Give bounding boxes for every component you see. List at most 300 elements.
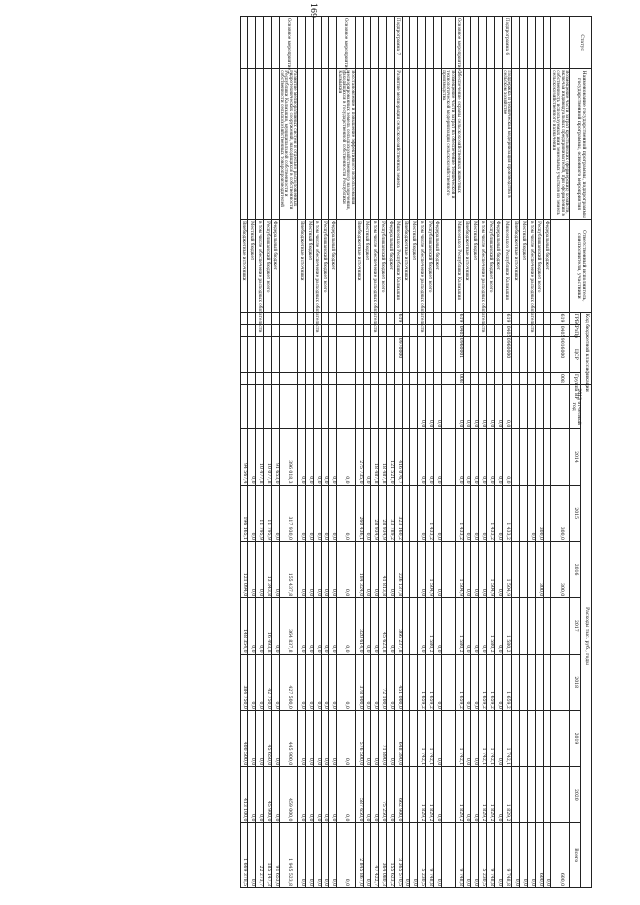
row-year-value: 0,0 bbox=[306, 654, 314, 710]
row-name bbox=[387, 69, 395, 220]
row-year-value bbox=[337, 385, 356, 429]
row-csr bbox=[402, 336, 410, 372]
row-year-value: 416 076,7 bbox=[394, 429, 402, 485]
row-grbs bbox=[441, 312, 455, 324]
row-year-value: 0,0 bbox=[455, 385, 463, 429]
row-year-value: 1 659,2 bbox=[425, 654, 433, 710]
row-responsible: Федеральный бюджет bbox=[543, 220, 551, 313]
row-vr bbox=[256, 372, 264, 384]
row-year-value bbox=[551, 429, 570, 485]
table-row bbox=[494, 17, 502, 888]
row-year-value bbox=[402, 385, 410, 429]
row-responsible: Местный бюджет bbox=[363, 220, 371, 313]
row-year-value: 366 237,8 bbox=[394, 598, 402, 654]
row-rzpr bbox=[433, 324, 441, 336]
row-year-value: 1 829,2 bbox=[502, 767, 512, 823]
row-status bbox=[441, 17, 455, 69]
row-responsible: Федеральный бюджет bbox=[387, 220, 395, 313]
row-total: 5 230,5 bbox=[479, 823, 487, 888]
row-csr bbox=[329, 336, 337, 372]
row-csr bbox=[479, 336, 487, 372]
row-year-value: 0,0 bbox=[321, 598, 329, 654]
row-rzpr bbox=[248, 324, 256, 336]
row-year-value: 0,0 bbox=[471, 767, 479, 823]
row-name bbox=[418, 69, 426, 220]
row-year-value: 1 829,2 bbox=[486, 767, 494, 823]
row-grbs bbox=[263, 312, 271, 324]
row-year-value bbox=[441, 710, 455, 766]
row-responsible: Минсельхоз Республики Калмыкия bbox=[394, 220, 402, 313]
row-name bbox=[371, 69, 379, 220]
row-year-value: 0,0 bbox=[298, 598, 306, 654]
row-year-value: 451 000,0 bbox=[394, 654, 402, 710]
row-year-value: 0,0 bbox=[433, 385, 441, 429]
row-name bbox=[402, 69, 410, 220]
row-rzpr bbox=[463, 324, 471, 336]
row-year-value bbox=[512, 385, 520, 429]
row-year-value bbox=[441, 654, 455, 710]
row-year-value: 320 614,0 bbox=[355, 598, 363, 654]
row-year-value: 0,0 bbox=[313, 541, 321, 597]
row-responsible: Местный бюджет bbox=[520, 220, 528, 313]
row-responsible: Республиканский бюджет всего bbox=[263, 220, 271, 313]
row-status bbox=[355, 17, 363, 69]
table-row bbox=[535, 17, 543, 888]
row-responsible bbox=[441, 220, 455, 313]
row-status bbox=[271, 17, 279, 69]
row-grbs bbox=[279, 312, 298, 324]
row-year-value: 0,0 bbox=[329, 767, 337, 823]
row-year-value: 1 433,2 bbox=[502, 485, 512, 541]
row-year-value: 1 580,2 bbox=[502, 598, 512, 654]
row-year-value bbox=[410, 385, 418, 429]
row-year-value: 0,0 bbox=[256, 767, 264, 823]
row-year-value: 0,0 bbox=[271, 767, 279, 823]
table-row bbox=[418, 17, 426, 888]
row-year-value: 0,0 bbox=[433, 429, 441, 485]
row-status bbox=[418, 17, 426, 69]
row-year-value: 0,0 bbox=[248, 541, 256, 597]
row-year-value: 1 659,2 bbox=[455, 654, 463, 710]
row-year-value bbox=[527, 654, 535, 710]
row-year-value: 28 934,9 bbox=[371, 485, 379, 541]
row-rzpr bbox=[387, 324, 395, 336]
row-year-value: 1 580,2 bbox=[486, 598, 494, 654]
row-csr bbox=[248, 336, 256, 372]
row-year-value: 1 829,2 bbox=[479, 767, 487, 823]
row-responsible: Федеральный бюджет bbox=[329, 220, 337, 313]
row-responsible: Республиканский бюджет всего bbox=[425, 220, 433, 313]
row-vr: 008 bbox=[455, 372, 463, 384]
row-year-value: 300,0 bbox=[535, 541, 543, 597]
row-vr bbox=[394, 372, 402, 384]
row-vr bbox=[402, 372, 410, 384]
row-name bbox=[306, 69, 314, 220]
row-responsible: Федеральный бюджет bbox=[433, 220, 441, 313]
table-row bbox=[337, 17, 356, 888]
row-year-value: 196 165,1 bbox=[240, 485, 248, 541]
row-name bbox=[379, 69, 387, 220]
row-year-value: 0,0 bbox=[298, 485, 306, 541]
row-year-value: 0,0 bbox=[425, 385, 433, 429]
row-year-value bbox=[520, 654, 528, 710]
row-grbs bbox=[321, 312, 329, 324]
row-year-value bbox=[313, 385, 321, 429]
row-status bbox=[410, 17, 418, 69]
row-total: 0,0 bbox=[306, 823, 314, 888]
row-year-value bbox=[527, 541, 535, 597]
row-total: 600,0 bbox=[551, 823, 570, 888]
row-responsible: Федеральный бюджет bbox=[494, 220, 502, 313]
row-year-value: 0,0 bbox=[494, 385, 502, 429]
row-year-value: 396 018,3 bbox=[279, 429, 298, 485]
row-vr bbox=[410, 372, 418, 384]
row-year-value bbox=[441, 485, 455, 541]
row-year-value: 0,0 bbox=[306, 598, 314, 654]
row-rzpr bbox=[355, 324, 363, 336]
row-year-value: 0,0 bbox=[418, 541, 426, 597]
row-year-value: 0,0 bbox=[271, 710, 279, 766]
row-total: 0,0 bbox=[298, 823, 306, 888]
row-year-value: 0,0 bbox=[313, 598, 321, 654]
row-year-value: 0,0 bbox=[387, 710, 395, 766]
row-vr bbox=[355, 372, 363, 384]
table-row bbox=[263, 17, 271, 888]
row-rzpr bbox=[337, 324, 356, 336]
row-year-value: 0,0 bbox=[313, 654, 321, 710]
row-grbs bbox=[329, 312, 337, 324]
row-year-value: 0,0 bbox=[321, 710, 329, 766]
row-year-value: 1 742,1 bbox=[486, 710, 494, 766]
table-row bbox=[271, 17, 279, 888]
row-year-value: 0,0 bbox=[271, 654, 279, 710]
row-rzpr: 0405 bbox=[551, 324, 570, 336]
row-status bbox=[379, 17, 387, 69]
row-total: 364 080,3 bbox=[379, 823, 387, 888]
table-row bbox=[279, 17, 298, 888]
row-grbs bbox=[363, 312, 371, 324]
row-year-value: 384 750,0 bbox=[240, 654, 248, 710]
row-csr bbox=[512, 336, 520, 372]
row-name bbox=[321, 69, 329, 220]
row-status bbox=[313, 17, 321, 69]
row-total: 0,0 bbox=[363, 823, 371, 888]
row-vr bbox=[279, 372, 298, 384]
header-vr: Группа ВР bbox=[570, 372, 581, 384]
row-year-value bbox=[527, 429, 535, 485]
row-vr bbox=[379, 372, 387, 384]
row-year-value bbox=[512, 541, 520, 597]
row-vr bbox=[479, 372, 487, 384]
row-year-value: 1 659,2 bbox=[418, 654, 426, 710]
row-year-value: 18 487,8 bbox=[379, 429, 387, 485]
row-status bbox=[248, 17, 256, 69]
row-year-value: 0,0 bbox=[471, 654, 479, 710]
table-row bbox=[394, 17, 402, 888]
row-year-value: 0,0 bbox=[363, 541, 371, 597]
header-year: 2015 bbox=[570, 485, 581, 541]
row-year-value: 121 521,0 bbox=[387, 429, 395, 485]
row-year-value: 1 433,2 bbox=[425, 485, 433, 541]
row-year-value bbox=[355, 385, 363, 429]
row-total: 0,0 bbox=[248, 823, 256, 888]
row-responsible: в том числе обеспечение расходных обязательств bbox=[418, 220, 426, 313]
row-year-value bbox=[306, 385, 314, 429]
row-name: Развитие мелиорации сельскохозяйственных земель bbox=[394, 69, 402, 220]
row-grbs bbox=[337, 312, 356, 324]
row-grbs bbox=[402, 312, 410, 324]
row-responsible: Республиканский бюджет всего bbox=[486, 220, 494, 313]
row-name bbox=[471, 69, 479, 220]
row-year-value bbox=[527, 710, 535, 766]
row-year-value: 0,0 bbox=[494, 485, 502, 541]
row-year-value: 1 829,2 bbox=[425, 767, 433, 823]
row-csr bbox=[463, 336, 471, 372]
row-year-value: 317 930,0 bbox=[279, 485, 298, 541]
row-year-value: 459 000,0 bbox=[279, 767, 298, 823]
row-year-value bbox=[321, 385, 329, 429]
row-year-value: 0,0 bbox=[363, 767, 371, 823]
row-year-value bbox=[543, 429, 551, 485]
row-name: Возмещение части затрат на обеспечение технической и технологической модернизации сельскохозяйственного производства bbox=[441, 69, 455, 220]
row-year-value: 42 750,0 bbox=[263, 654, 271, 710]
row-status bbox=[543, 17, 551, 69]
row-year-value: 576 500,0 bbox=[355, 710, 363, 766]
row-status bbox=[535, 17, 543, 69]
row-name bbox=[298, 69, 306, 220]
row-year-value: 0,0 bbox=[313, 710, 321, 766]
row-year-value: 75 250,0 bbox=[379, 767, 387, 823]
header-total: Всего bbox=[570, 823, 581, 888]
row-vr bbox=[313, 372, 321, 384]
row-grbs bbox=[306, 312, 314, 324]
row-csr bbox=[271, 336, 279, 372]
row-year-value bbox=[543, 385, 551, 429]
row-year-value: 300,0 bbox=[535, 485, 543, 541]
row-grbs bbox=[494, 312, 502, 324]
row-year-value: 300,0 bbox=[551, 541, 570, 597]
row-name bbox=[329, 69, 337, 220]
row-name bbox=[355, 69, 363, 220]
row-year-value: 0,0 bbox=[298, 767, 306, 823]
row-year-value: 0,0 bbox=[329, 541, 337, 597]
row-year-value: 0,0 bbox=[371, 710, 379, 766]
row-year-value: 0,0 bbox=[471, 710, 479, 766]
row-status bbox=[512, 17, 520, 69]
row-year-value bbox=[535, 598, 543, 654]
row-csr bbox=[441, 336, 455, 372]
row-year-value: 0,0 bbox=[463, 541, 471, 597]
row-year-value bbox=[379, 385, 387, 429]
row-year-value: 0,0 bbox=[502, 429, 512, 485]
row-status bbox=[479, 17, 487, 69]
row-vr bbox=[363, 372, 371, 384]
row-vr bbox=[471, 372, 479, 384]
row-rzpr bbox=[263, 324, 271, 336]
row-year-value: 0,0 bbox=[463, 598, 471, 654]
row-year-value bbox=[520, 767, 528, 823]
row-year-value: 0,0 bbox=[425, 429, 433, 485]
row-vr bbox=[512, 372, 520, 384]
row-total: 0,0 bbox=[463, 823, 471, 888]
row-year-value: 91 653,0 bbox=[271, 429, 279, 485]
row-csr bbox=[240, 336, 248, 372]
row-year-value: 0,0 bbox=[494, 598, 502, 654]
header-year: 2019 bbox=[570, 710, 581, 766]
row-year-value: 0,0 bbox=[329, 654, 337, 710]
row-year-value: 0,0 bbox=[248, 598, 256, 654]
row-responsible: Минсельхоз Республики Калмыкия bbox=[455, 220, 463, 313]
row-year-value: 0,0 bbox=[337, 598, 356, 654]
row-status bbox=[527, 17, 535, 69]
row-year-value: 1 580,2 bbox=[425, 598, 433, 654]
row-responsible: в том числе обеспечение расходных обязательств bbox=[479, 220, 487, 313]
row-year-value: 148 354,0 bbox=[240, 598, 248, 654]
row-csr: 9016000 bbox=[551, 336, 570, 372]
row-csr bbox=[263, 336, 271, 372]
row-name bbox=[313, 69, 321, 220]
row-year-value bbox=[535, 710, 543, 766]
row-responsible: Внебюджетные источники bbox=[240, 220, 248, 313]
row-year-value: 1 742,1 bbox=[502, 710, 512, 766]
row-name: Восстановление и повышение эффективного использования мелиорированных земель сельскохозяйственного назначения, находящихся в государственной собственности Республики Калмыкия bbox=[337, 69, 356, 220]
row-year-value: 0,0 bbox=[433, 541, 441, 597]
row-year-value: 33 789,2 bbox=[387, 485, 395, 541]
row-status bbox=[387, 17, 395, 69]
row-year-value: 0,0 bbox=[494, 767, 502, 823]
row-total: 0,0 bbox=[543, 823, 551, 888]
header-year: 2013 отчетный год bbox=[570, 385, 581, 429]
table-row bbox=[379, 17, 387, 888]
table-row bbox=[463, 17, 471, 888]
table-row bbox=[433, 17, 441, 888]
row-grbs bbox=[355, 312, 363, 324]
row-vr bbox=[321, 372, 329, 384]
row-status bbox=[425, 17, 433, 69]
row-status: Основное мероприятие 2 bbox=[279, 17, 298, 69]
row-status: Основное мероприятие 1 bbox=[455, 17, 463, 69]
row-vr bbox=[306, 372, 314, 384]
table-row bbox=[551, 17, 570, 888]
row-year-value: 1 742,1 bbox=[479, 710, 487, 766]
row-name bbox=[543, 69, 551, 220]
row-year-value: 1 504,9 bbox=[502, 541, 512, 597]
row-name bbox=[512, 69, 520, 220]
row-year-value: 0,0 bbox=[329, 485, 337, 541]
row-year-value: 10 477,8 bbox=[256, 429, 264, 485]
row-rzpr bbox=[402, 324, 410, 336]
row-name bbox=[425, 69, 433, 220]
row-year-value: 648 390,0 bbox=[394, 710, 402, 766]
row-name bbox=[248, 69, 256, 220]
row-year-value: 0,0 bbox=[433, 767, 441, 823]
row-responsible: в том числе обеспечение расходных обязательств bbox=[371, 220, 379, 313]
row-vr bbox=[520, 372, 528, 384]
row-year-value bbox=[512, 485, 520, 541]
row-year-value: 226 137,8 bbox=[394, 541, 402, 597]
header-rzpr: РзПр bbox=[570, 324, 581, 336]
row-total: 9 748,8 bbox=[502, 823, 512, 888]
row-year-value bbox=[402, 541, 410, 597]
header-year: 2014 bbox=[570, 429, 581, 485]
row-csr bbox=[494, 336, 502, 372]
row-year-value bbox=[551, 654, 570, 710]
row-year-value bbox=[551, 710, 570, 766]
row-name bbox=[410, 69, 418, 220]
row-year-value: 0,0 bbox=[387, 541, 395, 597]
row-csr bbox=[355, 336, 363, 372]
row-csr bbox=[306, 336, 314, 372]
row-year-value: 45 650,0 bbox=[263, 710, 271, 766]
row-year-value: 1 742,1 bbox=[418, 710, 426, 766]
row-year-value: 0,0 bbox=[329, 710, 337, 766]
row-year-value: 0,0 bbox=[527, 485, 535, 541]
row-rzpr bbox=[425, 324, 433, 336]
row-year-value: 378 900,0 bbox=[355, 654, 363, 710]
row-year-value: 300,0 bbox=[551, 485, 570, 541]
row-vr bbox=[527, 372, 535, 384]
row-year-value: 0,0 bbox=[371, 541, 379, 597]
row-responsible: Внебюджетные источники bbox=[298, 220, 306, 313]
row-year-value: 1 580,2 bbox=[455, 598, 463, 654]
row-year-value: 413 100,0 bbox=[240, 767, 248, 823]
row-status bbox=[256, 17, 264, 69]
row-vr bbox=[535, 372, 543, 384]
row-year-value: 0,0 bbox=[363, 485, 371, 541]
row-vr bbox=[425, 372, 433, 384]
row-status: Основное мероприятие 1 bbox=[337, 17, 356, 69]
row-rzpr bbox=[441, 324, 455, 336]
row-csr bbox=[279, 336, 298, 372]
row-total: 0,0 bbox=[471, 823, 479, 888]
row-vr bbox=[433, 372, 441, 384]
row-csr bbox=[387, 336, 395, 372]
row-year-value: 0,0 bbox=[298, 654, 306, 710]
row-status: Подпрограмма 6 bbox=[502, 17, 512, 69]
row-total: 5 230,5 bbox=[418, 823, 426, 888]
row-year-value bbox=[256, 385, 264, 429]
row-rzpr bbox=[379, 324, 387, 336]
row-rzpr bbox=[512, 324, 520, 336]
header-year: 2016 bbox=[570, 541, 581, 597]
row-year-value: 0,0 bbox=[306, 429, 314, 485]
row-year-value bbox=[520, 541, 528, 597]
row-year-value: 0,0 bbox=[387, 767, 395, 823]
row-year-value: 13 343,8 bbox=[263, 541, 271, 597]
row-year-value: 0,0 bbox=[494, 654, 502, 710]
row-year-value: 1 433,2 bbox=[486, 485, 494, 541]
row-name bbox=[527, 69, 535, 220]
row-year-value: 0,0 bbox=[455, 429, 463, 485]
row-year-value: 0,0 bbox=[313, 767, 321, 823]
table-row bbox=[321, 17, 329, 888]
row-year-value bbox=[240, 385, 248, 429]
row-rzpr bbox=[321, 324, 329, 336]
table-row bbox=[371, 17, 379, 888]
table-row bbox=[543, 17, 551, 888]
row-year-value: 0,0 bbox=[306, 485, 314, 541]
row-year-value: 28 934,9 bbox=[379, 485, 387, 541]
row-status bbox=[551, 17, 570, 69]
row-responsible bbox=[551, 220, 570, 313]
row-total: 9 748,8 bbox=[425, 823, 433, 888]
row-total: 0,0 bbox=[329, 823, 337, 888]
row-year-value bbox=[402, 767, 410, 823]
row-year-value bbox=[371, 385, 379, 429]
row-year-value bbox=[248, 385, 256, 429]
header-grbs: ГРБС bbox=[570, 312, 581, 324]
row-name bbox=[479, 69, 487, 220]
